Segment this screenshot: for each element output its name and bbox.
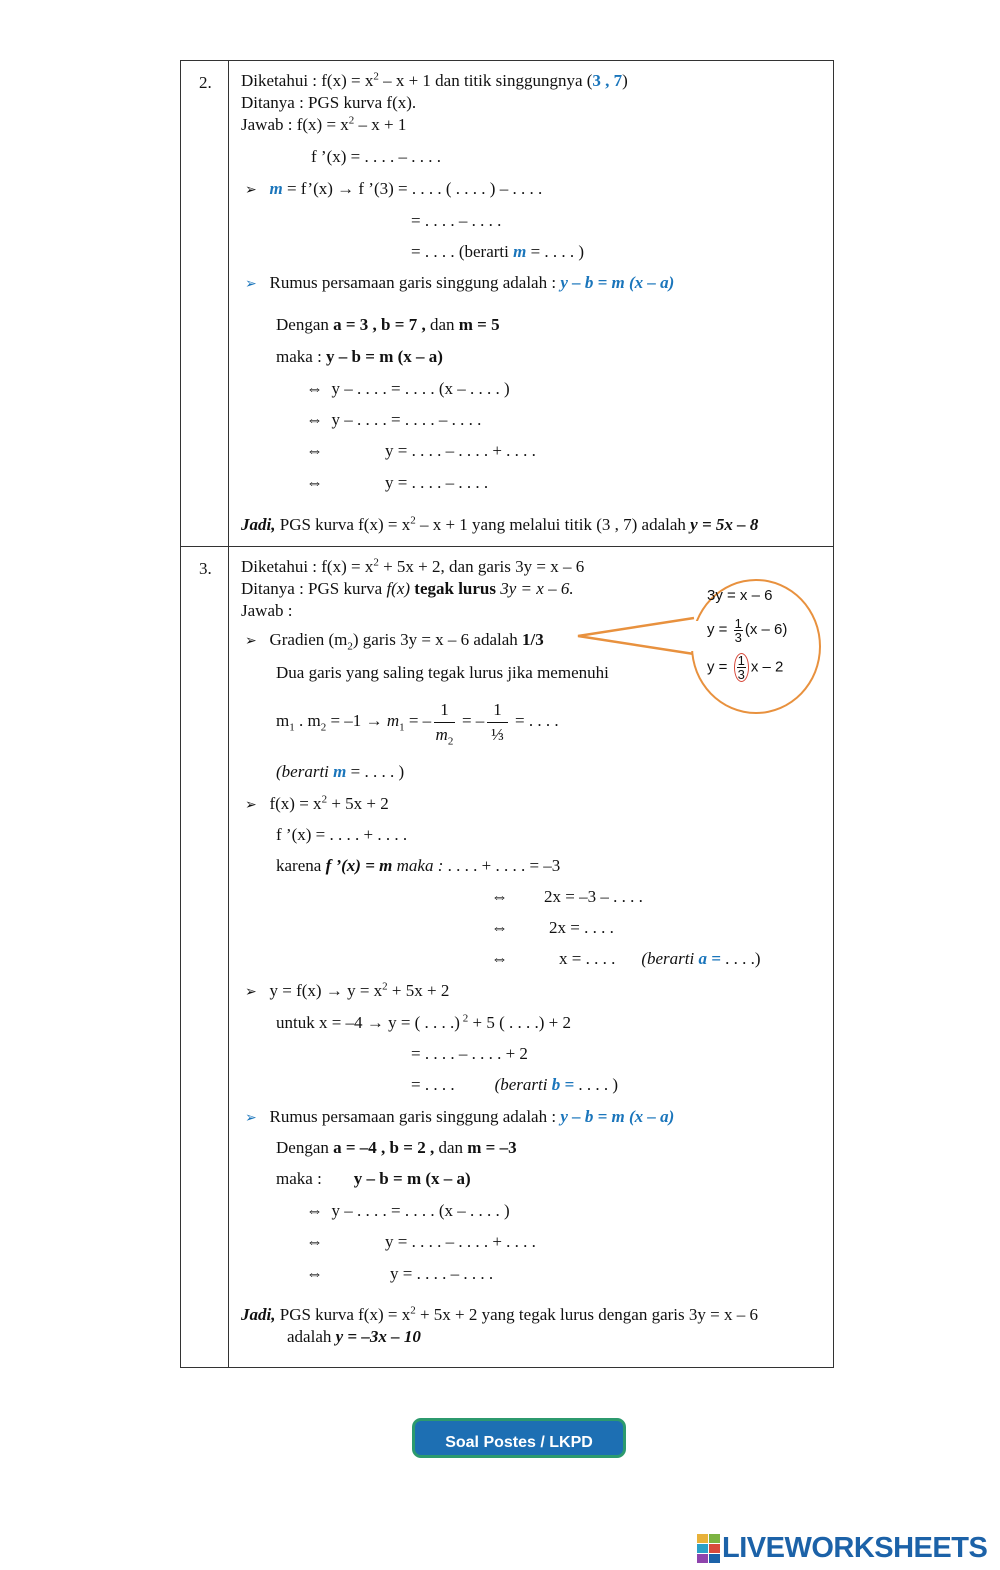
liveworksheets-logo[interactable] — [697, 1532, 987, 1564]
q3-substitute-2: = . . . . – . . . . + 2 — [411, 1044, 528, 1063]
q3-formula: ➢ Rumus persamaan garis singgung adalah : y – b = m (x – a) — [245, 1107, 675, 1126]
q3-equation-3: ⇔ y = . . . . – . . . . — [306, 1264, 494, 1283]
bullet-icon: ➢ — [245, 1111, 257, 1126]
posttest-worksheet-button[interactable]: Soal Postes / LKPD — [412, 1418, 626, 1458]
q3-perpendicular-rule: Dua garis yang saling tegak lurus jika memenuhi — [276, 663, 609, 682]
q2-answer-start: Jawab : $f(x) = x^2 - x + 1$ — [241, 114, 407, 134]
q3-y-function: ➢ $y = f(x) \to y = x^2 + 5x + 2$ — [245, 980, 450, 1000]
q2-equation-1: ⇔ y – . . . . = . . . . (x – . . . . ) — [306, 379, 510, 398]
q2-known: Diketahui : $f(x) = x^2 - x + 1$ dan titik singgungnya (3 , 7) — [241, 70, 628, 90]
brand-name: LIVEWORKSHEETS — [722, 1531, 988, 1564]
q2-derivative: f ’(x) = . . . . – . . . . — [311, 147, 441, 166]
equivalence-icon: ⇔ — [491, 949, 508, 968]
q3-x-step-1: ⇔ 2x = –3 – . . . . — [491, 887, 643, 906]
q2-equation-4: ⇔ y = . . . . – . . . . — [306, 473, 489, 492]
q3-gradient-result: (berarti m = . . . . ) — [276, 762, 405, 781]
q3-then: maka : y – b = m (x – a) — [276, 1169, 471, 1188]
q2-equation-3: ⇔ y = . . . . – . . . . + . . . . — [306, 441, 536, 460]
q3-conclusion: Jadi, PGS kurva $f(x) = x^2 + 5x + 2$ yang tegak lurus dengan garis 3y = x – 6 — [241, 1304, 758, 1324]
q3-x-step-2: ⇔ 2x = . . . . — [491, 918, 614, 937]
q3-x-step-3: ⇔ x = . . . . (berarti a = . . . .) — [491, 949, 761, 968]
q2-gradient-result: = . . . . (berarti m = . . . . ) — [411, 242, 585, 261]
bullet-icon: ➢ — [245, 985, 257, 1000]
callout-line-1: 3y = x – 6 — [707, 587, 773, 604]
equivalence-icon: ⇔ — [306, 410, 323, 429]
equivalence-icon: ⇔ — [306, 379, 323, 398]
column-divider — [228, 61, 229, 1367]
q3-conclusion-2: adalah y = –3x – 10 — [287, 1327, 421, 1346]
callout-line-2: y = $\frac{1}{3}$ (x – 6) — [707, 615, 788, 645]
q3-equation-1: ⇔ y – . . . . = . . . . (x – . . . . ) — [306, 1201, 510, 1220]
question-number-3: 3. — [199, 559, 212, 578]
q3-given-values: Dengan a = –4 , b = 2 , dan m = –3 — [276, 1138, 517, 1157]
q3-known: Diketahui : $f(x) = x^2 + 5x + 2$, dan garis 3y = x – 6 — [241, 556, 585, 576]
question-number-2: 2. — [199, 73, 212, 92]
q3-answer-start: Jawab : — [241, 601, 293, 620]
q3-equation-2: ⇔ y = . . . . – . . . . + . . . . — [306, 1232, 536, 1251]
q2-conclusion: Jadi, PGS kurva $f(x) = x^2 - x + 1$ yang melalui titik (3 , 7) adalah y = 5x – 8 — [241, 514, 759, 534]
equivalence-icon: ⇔ — [306, 1264, 323, 1283]
equivalence-icon: ⇔ — [306, 1201, 323, 1220]
q2-gradient-step-2: = . . . . – . . . . — [411, 211, 502, 230]
equivalence-icon: ⇔ — [491, 887, 508, 906]
q2-equation-2: ⇔ y – . . . . = . . . . – . . . . — [306, 410, 482, 429]
bullet-icon: ➢ — [245, 634, 257, 649]
liveworksheets-logo-icon — [697, 1534, 719, 1562]
q2-then: maka : y – b = m (x – a) — [276, 347, 443, 366]
q3-perpendicular-formula: $m_1$ . $m_2 = -1 \to m_1$ = – $\frac{1}{m_2}$ = – 1 ⅓ = . . . . — [276, 699, 559, 747]
callout-mask — [686, 616, 698, 656]
q3-because: karena f ’(x) = m maka : . . . . + . . . . = –3 — [276, 856, 561, 875]
bullet-icon: ➢ — [245, 277, 257, 292]
q3-derivative: f ’(x) = . . . . + . . . . — [276, 825, 408, 844]
q2-formula: ➢ Rumus persamaan garis singgung adalah : y – b = m (x – a) — [245, 273, 675, 292]
q2-gradient-step: ➢ m = f’(x) → f ’(3) = . . . . ( . . . . ) – . . . . — [245, 179, 543, 198]
answer-table — [180, 60, 834, 1368]
bullet-icon: ➢ — [245, 798, 257, 813]
equivalence-icon: ⇔ — [491, 918, 508, 937]
q3-substitute-result: = . . . . (berarti b = . . . . ) — [411, 1075, 619, 1094]
q2-given-values: Dengan a = 3 , b = 7 , dan m = 5 — [276, 315, 500, 334]
row-divider — [181, 546, 833, 547]
callout-line-3: y = $\frac{1}{3}$ x – 2 — [707, 653, 784, 682]
bullet-icon: ➢ — [245, 183, 257, 198]
equivalence-icon: ⇔ — [306, 473, 323, 492]
q3-asked: Ditanya : PGS kurva f(x) tegak lurus 3y = x – 6. — [241, 579, 574, 598]
q3-function: ➢ $f(x) = x^2 + 5x + 2$ — [245, 793, 389, 813]
q2-asked: Ditanya : PGS kurva f(x). — [241, 93, 417, 112]
q3-substitute: untuk x = –4 → y = ( . . . .) $^2$ + 5 ( . . . .) + 2 — [276, 1012, 571, 1032]
equivalence-icon: ⇔ — [306, 1232, 323, 1251]
q3-gradient: ➢ Gradien $(m_2)$ garis 3y = x – 6 adalah 1/3 — [245, 630, 544, 653]
equivalence-icon: ⇔ — [306, 441, 323, 460]
